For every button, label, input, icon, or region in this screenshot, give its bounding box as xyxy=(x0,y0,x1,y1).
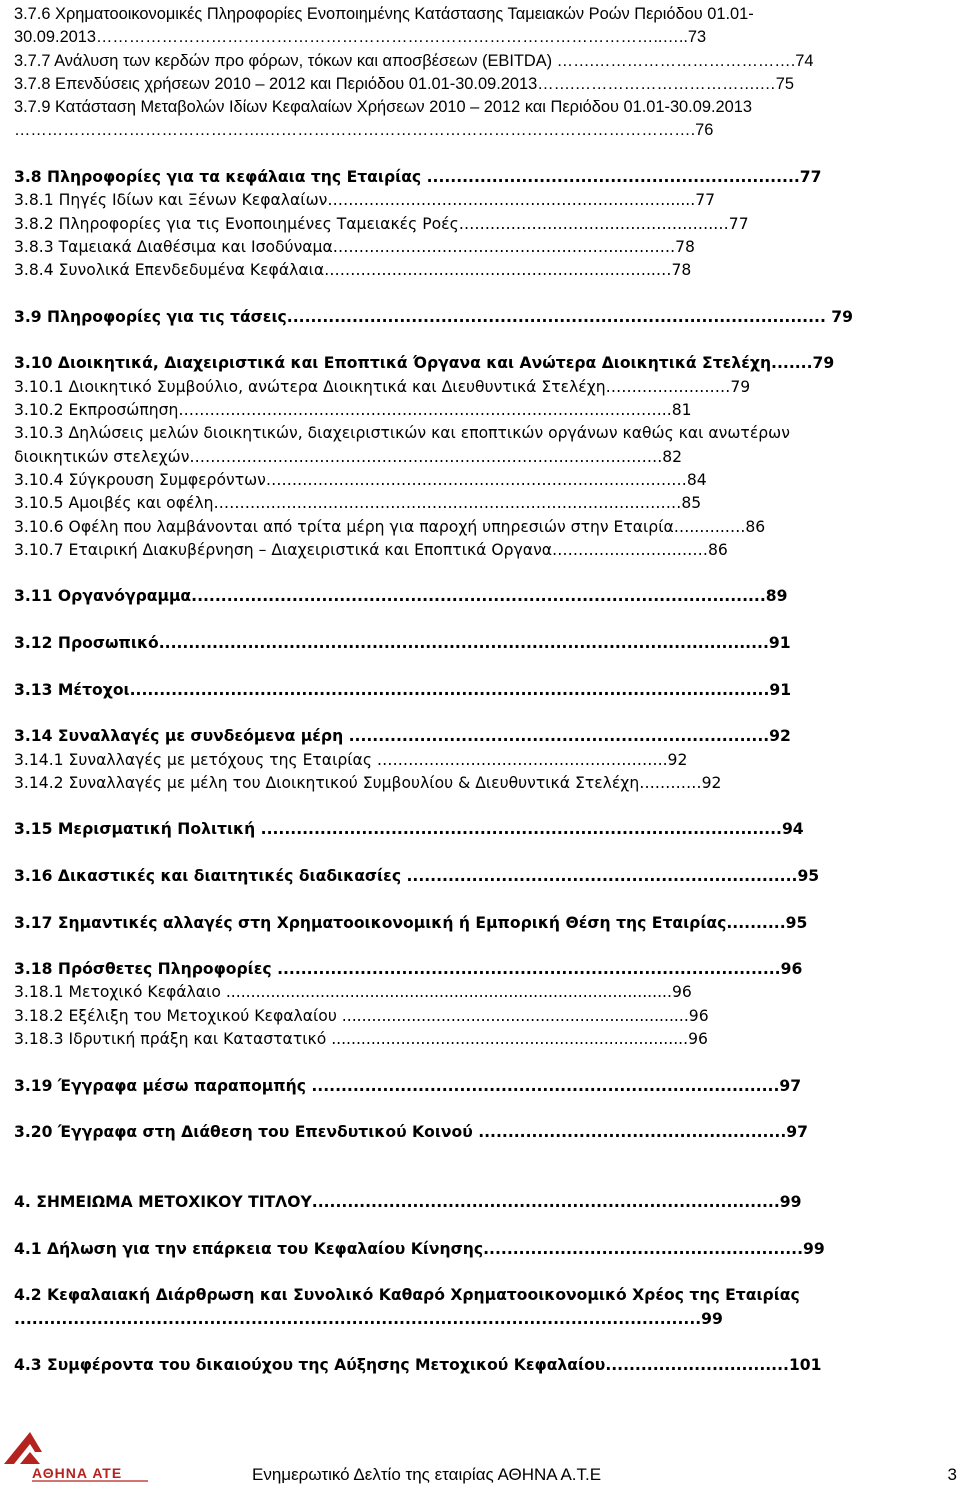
toc-section: 3.13 Μέτοχοι............................................................................................................91 xyxy=(14,680,792,699)
toc-entry: 3.10.4 Σύγκρουση Συμφερόντων………………………………………………………………………84 xyxy=(14,470,707,489)
logo-text: ΑΘΗΝΑ ΑΤΕ xyxy=(32,1465,123,1481)
toc-entry: 3.18.2 Εξέλιξη του Μετοχικού Κεφαλαίου ......................................................................96 xyxy=(14,1006,709,1025)
toc-entry: 3.10.2 Εκπροσώπηση…………………………………………………………………………………..81 xyxy=(14,401,692,420)
toc-section: 3.10 Διοικητικά, Διαχειριστικά και Εποπτικά Όργανα και Ανώτερα Διοικητικά Στελέχη.......79 xyxy=(14,354,835,373)
toc-entry: 3.14.1 Συναλλαγές με μετόχους της Εταιρίας ………………………………………………..92 xyxy=(14,750,688,769)
toc-section-continued: ....................................................................................................................99 xyxy=(14,1309,723,1328)
toc-section: 3.9 Πληροφορίες για τις τάσεις........................................................................................... 79 xyxy=(14,307,853,326)
footer-title: Ενημερωτικό Δελτίο της εταιρίας ΑΘΗΝΑ Α.Τ.Ε xyxy=(252,1465,602,1484)
toc-entry: 3.7.6 Χρηματοοικονομικές Πληροφορίες Ενοποιημένης Κατάστασης Ταμειακών Ροών Περιόδου 01.01- xyxy=(14,5,754,23)
page-footer xyxy=(0,1430,960,1486)
toc-entry: 3.8.2 Πληροφορίες για τις Ενοποιημένες Ταμειακές Ροές………………………………………….…77 xyxy=(14,214,749,233)
toc-entry-continued: διοικητικών στελεχών……………………………………………………………………………….82 xyxy=(14,447,683,466)
toc-entry: 3.10.7 Εταιρική Διακυβέρνηση – Διαχειριστικά και Εποπτικά Οργανα…………………………86 xyxy=(14,540,728,559)
company-logo xyxy=(2,1430,152,1484)
toc-section: 3.12 Προσωπικό.......................................................................................................91 xyxy=(14,634,791,653)
toc-entry: 3.8.3 Ταμειακά Διαθέσιμα και Ισοδύναμα………………………………………………..……….78 xyxy=(14,237,695,256)
toc-section: 4.1 Δήλωση για την επάρκεια του Κεφαλαίου Κίνησης......................................................99 xyxy=(14,1239,825,1258)
toc-entry: 3.18.3 Ιδρυτική πράξη και Καταστατικό ........................................................................96 xyxy=(14,1030,708,1049)
toc-section: 4.3 Συμφέροντα του δικαιούχου της Αύξησης Μετοχικού Κεφαλαίου...............................101 xyxy=(14,1356,822,1375)
page-number: 3 xyxy=(947,1465,957,1484)
toc-entry: 3.8.4 Συνολικά Επενδεδυμένα Κεφάλαια………………………..……………………………..…78 xyxy=(14,261,692,280)
toc-entry: 3.14.2 Συναλλαγές με μέλη του Διοικητικού Συμβουλίου & Διευθυντικά Στελέχη…………92 xyxy=(14,773,722,792)
toc-entry: 3.18.1 Μετοχικό Κεφάλαιο ..........................................................................................96 xyxy=(14,983,692,1002)
toc-entry: 3.10.5 Αμοιβές και οφέλη………………………………………………………………………………85 xyxy=(14,494,702,513)
toc-entry-continued: ……………………………………….…………………………………………………………………….76 xyxy=(14,121,714,140)
toc-entry-continued: 30.09.2013…………………………………………………………………………………………..…..73 xyxy=(14,28,707,47)
toc-entry: 3.7.8 Επενδύσεις χρήσεων 2010 – 2012 και Περιόδου 01.01-30.09.2013…….…………………………….…75 xyxy=(14,74,795,93)
toc-section: 3.20 Έγγραφα στη Διάθεση του Επενδυτικού Κοινού ....................................................97 xyxy=(14,1123,808,1142)
toc-section: 3.19 Έγγραφα μέσω παραπομπής ...............................................................................97 xyxy=(14,1076,802,1095)
toc-section: 3.15 Μερισματική Πολιτική ........................................................................................94 xyxy=(14,820,804,839)
toc-entry: 3.10.6 Οφέλη που λαμβάνονται από τρίτα μέρη για παροχή υπηρεσιών στην Εταιρία…..…..….86 xyxy=(14,517,766,536)
toc-chapter: 4. ΣΗΜΕΙΩΜΑ ΜΕΤΟΧΙΚΟΥ ΤΙΤΛΟΥ...............................................................................99 xyxy=(14,1193,802,1212)
toc-section: 3.17 Σημαντικές αλλαγές στη Χρηματοοικονομική ή Εμπορική Θέση της Εταιρίας..........95 xyxy=(14,913,808,932)
toc-section: 3.14 Συναλλαγές με συνδεόμενα μέρη .......................................................................92 xyxy=(14,727,791,746)
toc-entry: 3.8.1 Πηγές Ιδίων και Ξένων Κεφαλαίων………………………………………………………….....77 xyxy=(14,191,716,210)
toc-entry: 3.10.3 Δηλώσεις μελών διοικητικών, διαχειριστικών και εποπτικών οργάνων καθώς και ανωτέρων xyxy=(14,424,790,443)
toc-section: 3.18 Πρόσθετες Πληροφορίες .....................................................................................96 xyxy=(14,960,803,979)
table-of-contents xyxy=(14,3,892,1378)
toc-entry: 3.7.9 Κατάσταση Μεταβολών Ιδίων Κεφαλαίων Χρήσεων 2010 – 2012 και Περιόδου 01.01-30.09.2013 xyxy=(14,98,752,117)
toc-section: 3.8 Πληροφορίες για τα κεφάλαια της Εταιρίας ...............................................................77 xyxy=(14,168,822,187)
toc-section: 3.16 Δικαστικές και διαιτητικές διαδικασίες ..................................................................95 xyxy=(14,866,820,885)
toc-entry: 3.7.7 Ανάλυση των κερδών προ φόρων, τόκων και αποσβέσεων (EBITDA) …….……………………………….74 xyxy=(14,51,814,70)
toc-section: 4.2 Κεφαλαιακή Διάρθρωση και Συνολικό Καθαρό Χρηματοοικονομικό Χρέος της Εταιρίας xyxy=(14,1286,800,1305)
toc-entry: 3.10.1 Διοικητικό Συμβούλιο, ανώτερα Διοικητικά και Διευθυντικά Στελέχη……………………79 xyxy=(14,377,751,396)
toc-section: 3.11 Οργανόγραμμα.................................................................................................89 xyxy=(14,587,788,606)
